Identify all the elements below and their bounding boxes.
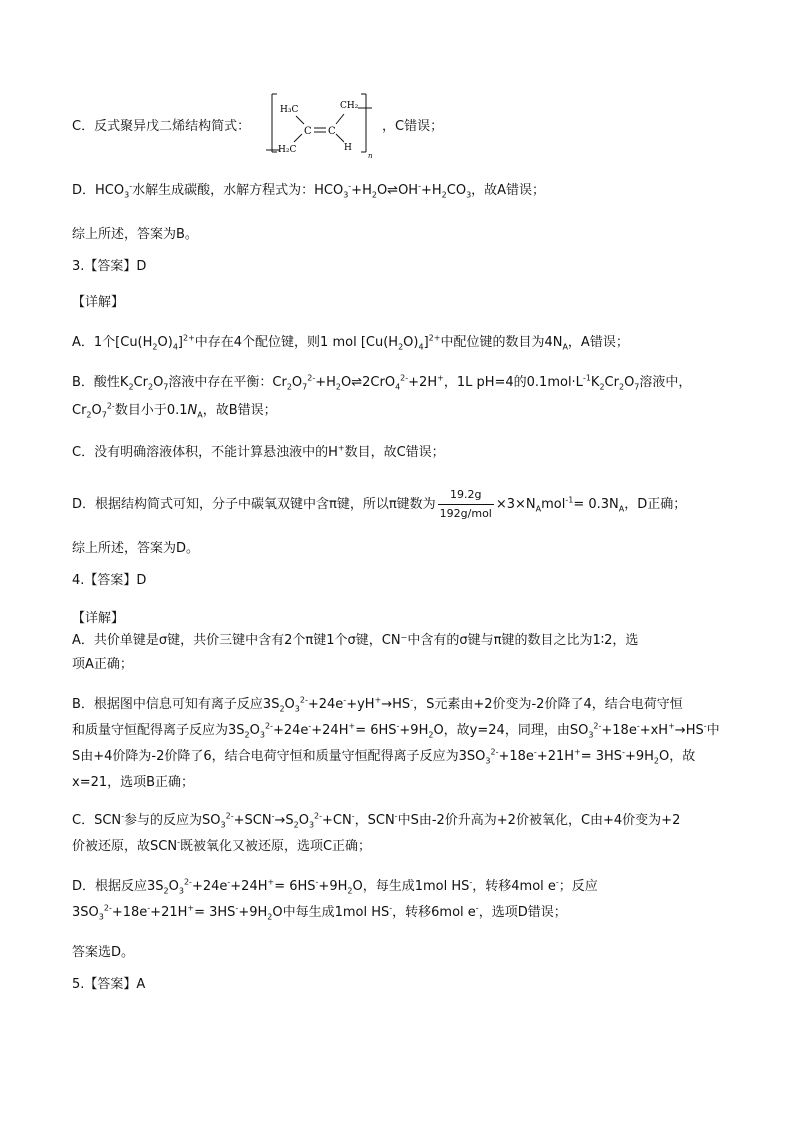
q4-option-c-line2: 价被还原，故SCN-既被氧化又被还原，选项C正确； xyxy=(72,837,372,854)
q4-option-a-line1: A．共价单键是σ键，共价三键中含有2个π键1个σ键，CN⁻中含有的σ键与π键的数目之比为1∶2，选 xyxy=(72,633,639,648)
q4-option-d-line2: $3SO_3^{2-}+18e^-+21H^+= 3HS^-+9H_2O$中每生成1mol HS-，转移6mol e-，选项D错误； xyxy=(72,903,567,922)
h2c-label: H₂C xyxy=(278,145,297,155)
ch2-top-label: CH₂ xyxy=(340,101,359,111)
q3-option-d: D．根据结构简式可知，分子中碳氧双键中含π键，所以π键数为 $\frac{19.2g}{\text{192g/mol}}$ $\times 3\times N_Amol^{-1}= 0.3N_A$，D正确； xyxy=(72,486,686,523)
q4-option-a-line2: 项A正确； xyxy=(72,657,133,672)
q4-option-b-line2: 和质量守恒配得离子反应为$3S_2O_3^{2-}+24e^-+24H^+= 6HS^-+9H_2O$，故y=24，同理，由$SO_3^{2-}+18e^-+xH^+\to HS^-$中 xyxy=(72,721,720,740)
summary-3: 答案选D。 xyxy=(72,945,135,960)
c1-label: C xyxy=(304,126,312,137)
q3-option-a: A．1个$[Cu(H_2O)_4]^{2+}$中存在4个配位键，则1 mol $[Cu(H_2O)_4]^{2+}$中配位键的数目为$4N_A$，A错误； xyxy=(72,333,629,352)
option-c-tail xyxy=(382,118,443,136)
q4-option-d-line1: D．根据反应$3S_2O_3^{2-}+24e^-+24H^+= 6HS^-+9H_2O$，每生成1mol HS-，转移4mol e-；反应 xyxy=(72,877,598,896)
option-c-line xyxy=(72,118,250,136)
q3-answer: 3.【答案】D xyxy=(72,259,147,274)
h-label: H xyxy=(344,143,352,153)
option-c-post: ，C错误； xyxy=(382,119,444,134)
polyisoprene-structure xyxy=(266,92,378,158)
q3-option-c: C．没有明确溶液体积，不能计算悬浊液中的H+数目，故C错误； xyxy=(72,443,445,460)
fraction: $\frac{19.2g}{\text{192g/mol}}$ xyxy=(439,488,492,520)
q4-option-b-line1: B．根据图中信息可知有离子反应$3S_2O_3^{2-}+24e^-+yH^+\to HS^-$，S元素由+2价变为-2价降了4，结合电荷守恒 xyxy=(72,695,683,714)
q4-option-b-line4: x=21，选项B正确； xyxy=(72,775,195,790)
q4-option-c-line1: C．SCN-参与的反应为$SO_3^{2-}+SCN^-\to S_2O_3^{2-}+CN^-$，SCN-中S由-2价升高为+2价被氧化，C由+4价变为+2 xyxy=(72,811,681,830)
q4-option-b-line3: S由+4价降为-2价降了6，结合电荷守恒和质量守恒配得离子反应为$3SO_3^{2-}+18e^-+21H^+= 3HS^-+9H_2O$，故 xyxy=(72,747,696,766)
equilibrium-arrow: ⇌ xyxy=(387,183,399,198)
option-d-line: D．$HCO_3^-$水解生成碳酸，水解方程式为：$HCO_3^-+H_2O\rightleftharpoons OH^-+H_2CO_3$，故A错误； xyxy=(72,181,546,200)
q3-option-b-line2: $Cr_2O_7^{2-}$数目小于$0.1N_A$，故B错误； xyxy=(72,401,277,420)
n-label: n xyxy=(368,152,373,158)
h3c-label: H₃C xyxy=(280,105,299,115)
q4-answer: 4.【答案】D xyxy=(72,573,147,588)
q4-detail: 【详解】 xyxy=(72,611,125,626)
q5-answer: 5.【答案】A xyxy=(72,977,146,992)
option-c-text: C．反式聚异戊二烯结构简式： xyxy=(72,119,251,134)
q3-detail: 【详解】 xyxy=(72,295,125,310)
c2-label: C xyxy=(328,126,336,137)
q3-option-b-line1: B．酸性$K_2Cr_2O_7$溶液中存在平衡：$Cr_2O_7^{2-}+H_2O\rightleftharpoons 2CrO_4^{2-}+2H^+$，1L pH=4的$0.1mol\cdot L^{-1}K_2Cr_2O_7$溶液中， xyxy=(72,373,692,392)
summary-1: 综上所述，答案为B。 xyxy=(72,227,198,242)
summary-2: 综上所述，答案为D。 xyxy=(72,541,200,556)
structure-svg xyxy=(266,92,378,158)
